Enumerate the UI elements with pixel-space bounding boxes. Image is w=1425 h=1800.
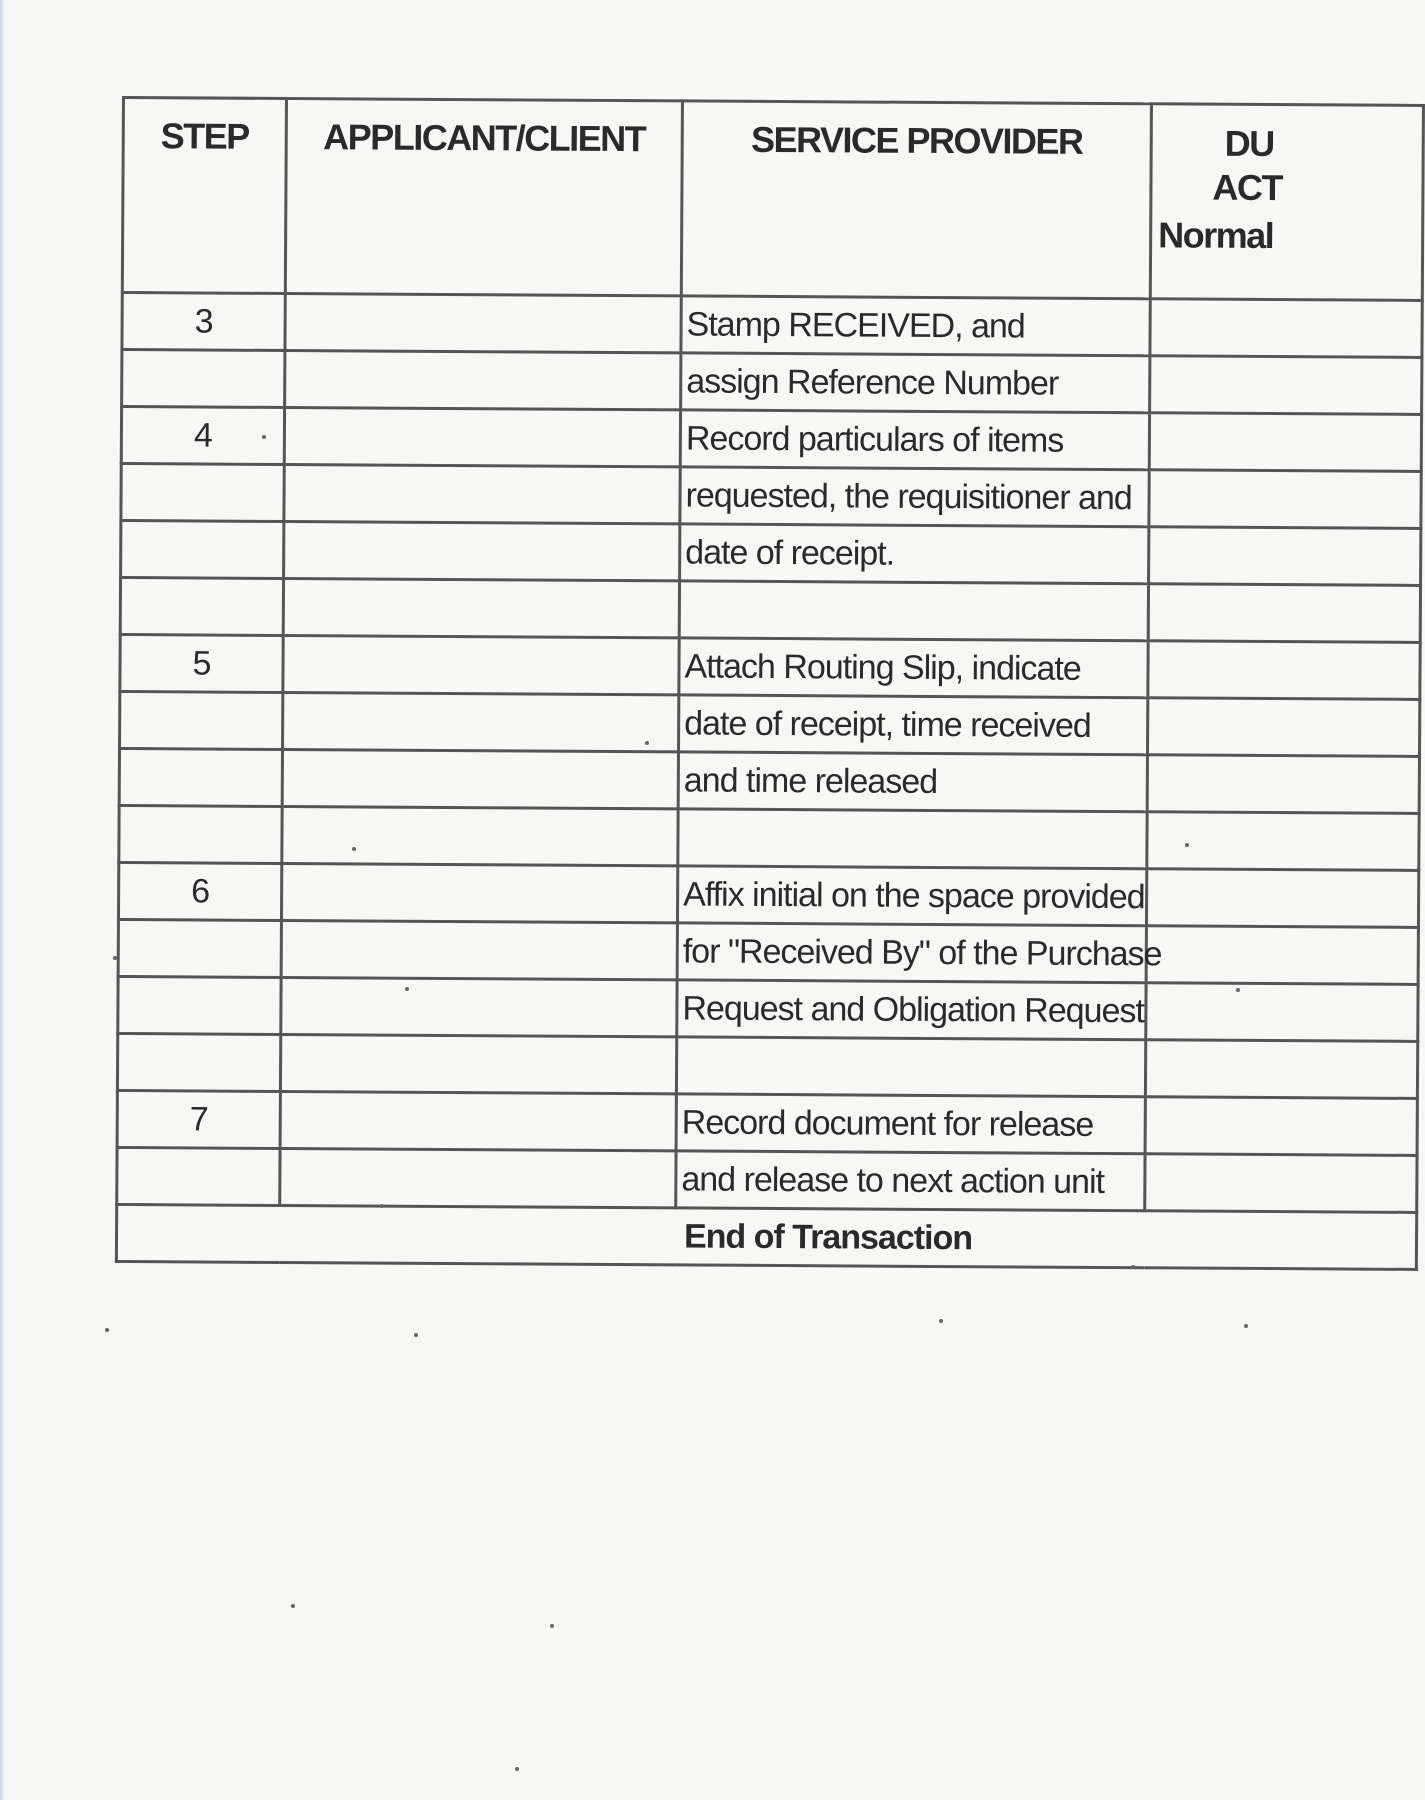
scan-speck xyxy=(939,1319,943,1323)
applicant-cell xyxy=(280,1091,676,1150)
step-cell: 4 xyxy=(121,407,284,465)
header-duration-line3: Normal xyxy=(1158,214,1274,257)
service-provider-cell: for "Received By" of the Purchase xyxy=(677,923,1146,983)
applicant-cell xyxy=(283,635,679,694)
duration-cell xyxy=(1148,641,1420,700)
service-provider-cell: and time released xyxy=(678,752,1147,812)
header-duration xyxy=(1150,104,1423,301)
applicant-cell xyxy=(281,977,677,1036)
duration-cell xyxy=(1147,755,1419,814)
table-row xyxy=(122,350,1422,415)
duration-cell xyxy=(1147,698,1419,757)
table-row xyxy=(117,1147,1417,1212)
applicant-cell xyxy=(284,407,680,466)
duration-cell xyxy=(1149,413,1421,472)
service-provider-cell: Affix initial on the space provided xyxy=(677,866,1146,926)
applicant-cell xyxy=(281,920,677,979)
applicant-cell xyxy=(282,749,678,808)
duration-cell xyxy=(1145,1040,1417,1099)
step-cell xyxy=(122,350,285,408)
scan-speck xyxy=(1236,988,1240,992)
scan-speck xyxy=(1185,843,1189,847)
applicant-cell xyxy=(284,521,680,580)
header-step: STEP xyxy=(122,98,286,294)
service-provider-cell: assign Reference Number xyxy=(681,353,1150,413)
step-cell xyxy=(121,521,284,579)
step-cell: 5 xyxy=(120,634,283,692)
step-cell xyxy=(121,464,284,522)
header-row xyxy=(122,98,1423,301)
service-provider-cell: date of receipt. xyxy=(680,524,1149,584)
step-cell: 3 xyxy=(122,293,285,351)
applicant-cell xyxy=(280,1148,676,1207)
table-row xyxy=(117,1033,1417,1098)
applicant-cell xyxy=(285,294,681,353)
table-row xyxy=(121,407,1421,472)
duration-cell xyxy=(1149,470,1421,529)
service-provider-cell: Request and Obligation Request xyxy=(677,980,1146,1040)
step-cell xyxy=(118,976,281,1034)
step-cell: 6 xyxy=(118,862,281,920)
header-applicant-client: APPLICANT/CLIENT xyxy=(285,99,682,296)
table-row xyxy=(117,1090,1417,1155)
scan-speck xyxy=(291,1604,295,1608)
service-provider-cell: and release to next action unit xyxy=(676,1151,1145,1211)
applicant-cell xyxy=(284,464,680,523)
table-row xyxy=(120,634,1420,699)
service-provider-cell xyxy=(676,1037,1145,1097)
duration-cell xyxy=(1146,983,1418,1042)
scan-speck xyxy=(550,1624,554,1628)
step-cell xyxy=(117,1147,280,1205)
service-provider-cell: Stamp RECEIVED, and xyxy=(681,296,1150,356)
scan-speck xyxy=(105,1328,109,1332)
footer-row xyxy=(116,1204,1416,1269)
service-provider-cell xyxy=(679,581,1148,641)
table-row xyxy=(118,919,1418,984)
table-row xyxy=(121,521,1421,586)
scan-edge xyxy=(0,0,4,1800)
header-duration-line1: DU xyxy=(1224,122,1274,165)
duration-cell xyxy=(1146,926,1418,985)
duration-cell xyxy=(1145,1097,1417,1156)
scan-speck xyxy=(1131,1265,1135,1269)
step-cell xyxy=(119,805,282,863)
scan-speck xyxy=(405,987,409,991)
table-row xyxy=(118,976,1418,1041)
applicant-cell xyxy=(281,863,677,922)
applicant-cell xyxy=(280,1034,676,1093)
step-cell xyxy=(120,691,283,749)
scan-speck xyxy=(380,1204,384,1208)
step-cell xyxy=(119,748,282,806)
applicant-cell xyxy=(283,578,679,637)
header-duration-line2: ACT xyxy=(1212,166,1283,209)
table-row xyxy=(119,748,1419,813)
step-cell xyxy=(117,1033,280,1091)
service-provider-cell: Attach Routing Slip, indicate xyxy=(679,638,1148,698)
table-row xyxy=(119,805,1419,870)
scan-speck xyxy=(113,956,117,960)
table-row xyxy=(120,691,1420,756)
table-row xyxy=(118,862,1418,927)
scan-speck xyxy=(262,435,266,439)
duration-cell xyxy=(1146,869,1418,928)
duration-cell xyxy=(1147,812,1419,871)
procedure-table xyxy=(115,96,1425,1271)
scan-speck xyxy=(352,847,356,851)
service-provider-cell: date of receipt, time received xyxy=(679,695,1148,755)
table-row xyxy=(120,578,1420,643)
scan-speck xyxy=(1244,1324,1248,1328)
service-provider-cell: Record particulars of items xyxy=(680,410,1149,470)
scan-speck xyxy=(645,741,649,745)
header-service-provider: SERVICE PROVIDER xyxy=(681,101,1151,299)
applicant-cell xyxy=(283,692,679,751)
step-cell: 7 xyxy=(117,1090,280,1148)
service-provider-cell: Record document for release xyxy=(676,1094,1145,1154)
applicant-cell xyxy=(285,351,681,410)
duration-cell xyxy=(1149,527,1421,586)
service-provider-cell: requested, the requisitioner and xyxy=(680,467,1149,527)
applicant-cell xyxy=(282,806,678,865)
service-provider-cell xyxy=(678,809,1147,869)
document-table-wrapper xyxy=(122,96,1283,1312)
duration-cell xyxy=(1148,584,1420,643)
table-row xyxy=(122,293,1422,358)
step-cell xyxy=(120,578,283,636)
scan-speck xyxy=(515,1767,519,1771)
scan-speck xyxy=(414,1333,418,1337)
step-cell xyxy=(118,919,281,977)
table-row xyxy=(121,464,1421,529)
duration-cell xyxy=(1145,1154,1417,1213)
end-of-transaction: End of Transaction xyxy=(116,1204,1416,1269)
duration-cell xyxy=(1150,356,1422,415)
duration-cell xyxy=(1150,299,1422,358)
